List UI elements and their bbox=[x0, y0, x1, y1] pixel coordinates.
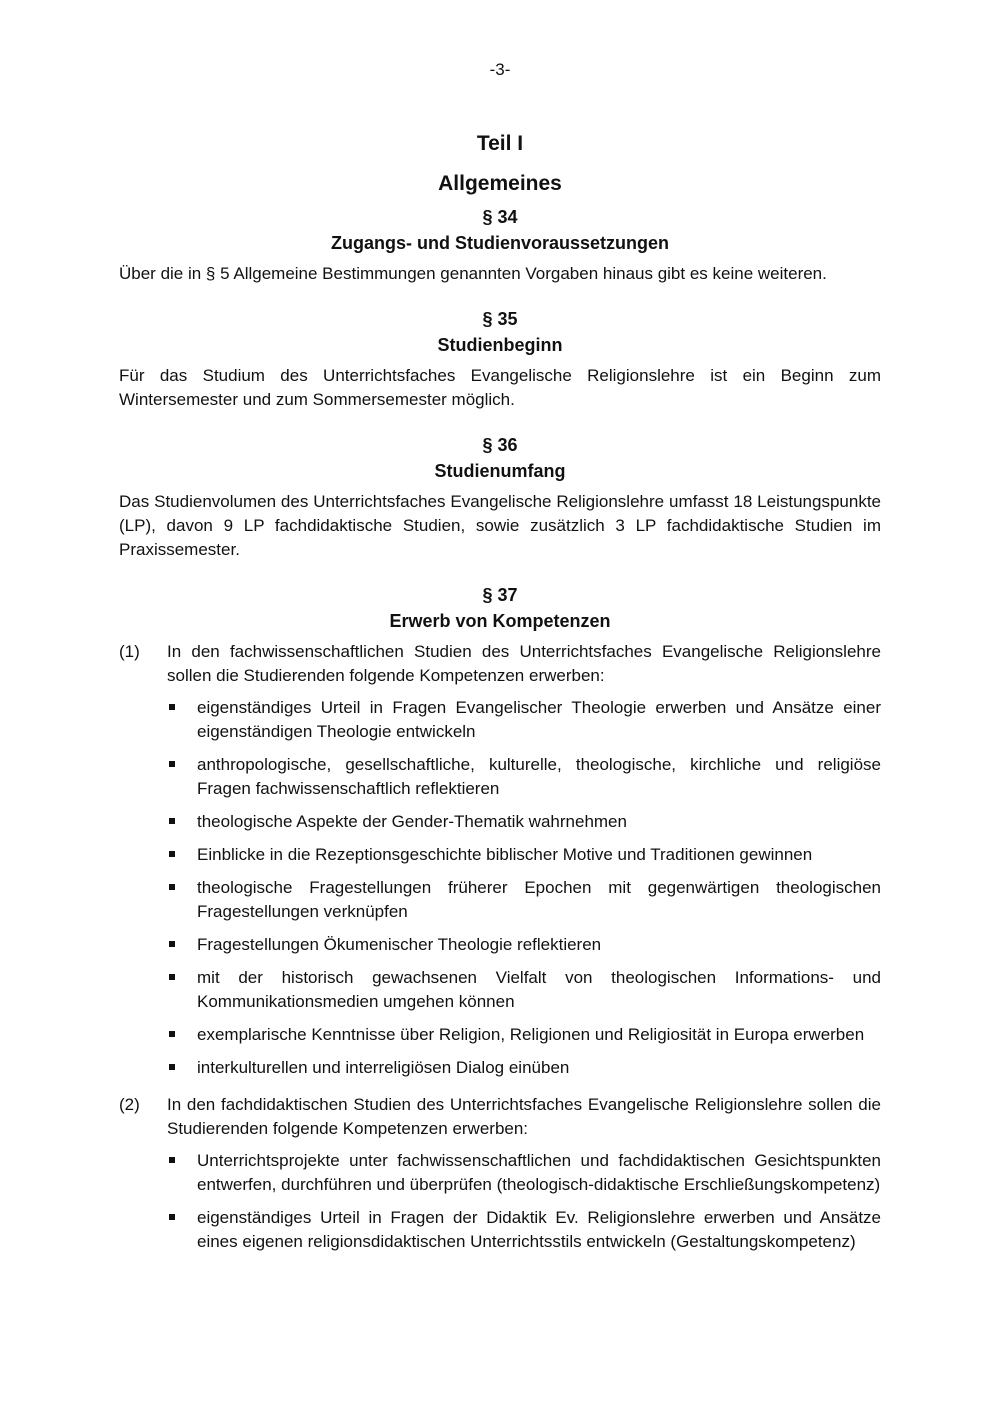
section-title: Studienbeginn bbox=[437, 335, 563, 355]
square-bullet-icon bbox=[167, 1206, 197, 1254]
section-35 bbox=[119, 306, 881, 412]
square-bullet-icon bbox=[167, 1023, 197, 1047]
numbered-paragraph-1 bbox=[119, 640, 881, 1089]
paragraph-intro: In den fachwissenschaftlichen Studien des Unterrichtsfaches Evangelische Religionslehre sollen die Studierenden folgende Kompetenzen erwerben: bbox=[167, 642, 881, 685]
section-text: Das Studienvolumen des Unterrichtsfaches Evangelische Religionslehre umfasst 18 Leistungspunkte (LP), davon 9 LP fachdidaktische Studien, sowie zusätzlich 3 LP fachdidaktische Studien im Praxissemester. bbox=[119, 492, 881, 559]
list-item: Fragestellungen Ökumenischer Theologie reflektieren bbox=[167, 933, 881, 957]
square-bullet-icon bbox=[167, 810, 197, 834]
paragraph-intro: In den fachdidaktischen Studien des Unterrichtsfaches Evangelische Religionslehre sollen die Studierenden folgende Kompetenzen erwerben: bbox=[167, 1095, 881, 1138]
list-item: anthropologische, gesellschaftliche, kulturelle, theologische, kirchliche und religiöse Fragen fachwissenschaftlich reflektieren bbox=[167, 753, 881, 801]
section-title: Erwerb von Kompetenzen bbox=[389, 611, 611, 631]
section-37 bbox=[119, 582, 881, 1263]
section-36 bbox=[119, 432, 881, 562]
page-number: -3- bbox=[489, 60, 511, 79]
list-item: interkulturellen und interreligiösen Dialog einüben bbox=[167, 1056, 881, 1080]
square-bullet-icon bbox=[167, 1056, 197, 1080]
list-item: eigenständiges Urteil in Fragen Evangelischer Theologie erwerben und Ansätze einer eigenständigen Theologie entwickeln bbox=[167, 696, 881, 744]
section-number: § 35 bbox=[482, 309, 518, 329]
list-item: theologische Fragestellungen früherer Epochen mit gegenwärtigen theologischen Fragestellungen verknüpfen bbox=[167, 876, 881, 924]
section-text: Über die in § 5 Allgemeine Bestimmungen genannten Vorgaben hinaus gibt es keine weiteren. bbox=[119, 264, 827, 283]
part-subtitle: Allgemeines bbox=[438, 172, 562, 195]
numbered-paragraph-2 bbox=[119, 1093, 881, 1263]
section-number: § 36 bbox=[482, 435, 518, 455]
square-bullet-icon bbox=[167, 966, 197, 1014]
section-number: § 37 bbox=[482, 585, 518, 605]
square-bullet-icon bbox=[167, 843, 197, 867]
list-item: eigenständiges Urteil in Fragen der Didaktik Ev. Religionslehre erwerben und Ansätze eines eigenen religionsdidaktischen Unterrichtsstils entwickeln (Gestaltungskompetenz) bbox=[167, 1206, 881, 1254]
section-title: Studienumfang bbox=[434, 461, 566, 481]
list-item: mit der historisch gewachsenen Vielfalt von theologischen Informations- und Kommunikationsmedien umgehen können bbox=[167, 966, 881, 1014]
paragraph-number: (1) bbox=[119, 642, 140, 661]
part-title: Teil I bbox=[476, 132, 524, 155]
paragraph-number: (2) bbox=[119, 1095, 140, 1114]
square-bullet-icon bbox=[167, 876, 197, 924]
competency-list bbox=[167, 1149, 881, 1254]
square-bullet-icon bbox=[167, 753, 197, 801]
section-title: Zugangs- und Studienvoraussetzungen bbox=[330, 233, 669, 253]
square-bullet-icon bbox=[167, 933, 197, 957]
square-bullet-icon bbox=[167, 696, 197, 744]
section-34 bbox=[119, 204, 881, 286]
square-bullet-icon bbox=[167, 1149, 197, 1197]
list-item: exemplarische Kenntnisse über Religion, Religionen und Religiosität in Europa erwerben bbox=[167, 1023, 881, 1047]
list-item: Unterrichtsprojekte unter fachwissenschaftlichen und fachdidaktischen Gesichtspunkten entwerfen, durchführen und überprüfen (theologisch-didaktische Erschließungskompetenz) bbox=[167, 1149, 881, 1197]
list-item: Einblicke in die Rezeptionsgeschichte biblischer Motive und Traditionen gewinnen bbox=[167, 843, 881, 867]
section-number: § 34 bbox=[482, 207, 518, 227]
list-item: theologische Aspekte der Gender-Thematik wahrnehmen bbox=[167, 810, 881, 834]
competency-list bbox=[167, 696, 881, 1080]
page-content bbox=[119, 130, 881, 1263]
section-text: Für das Studium des Unterrichtsfaches Evangelische Religionslehre ist ein Beginn zum Wintersemester und zum Sommersemester möglich. bbox=[119, 366, 881, 409]
